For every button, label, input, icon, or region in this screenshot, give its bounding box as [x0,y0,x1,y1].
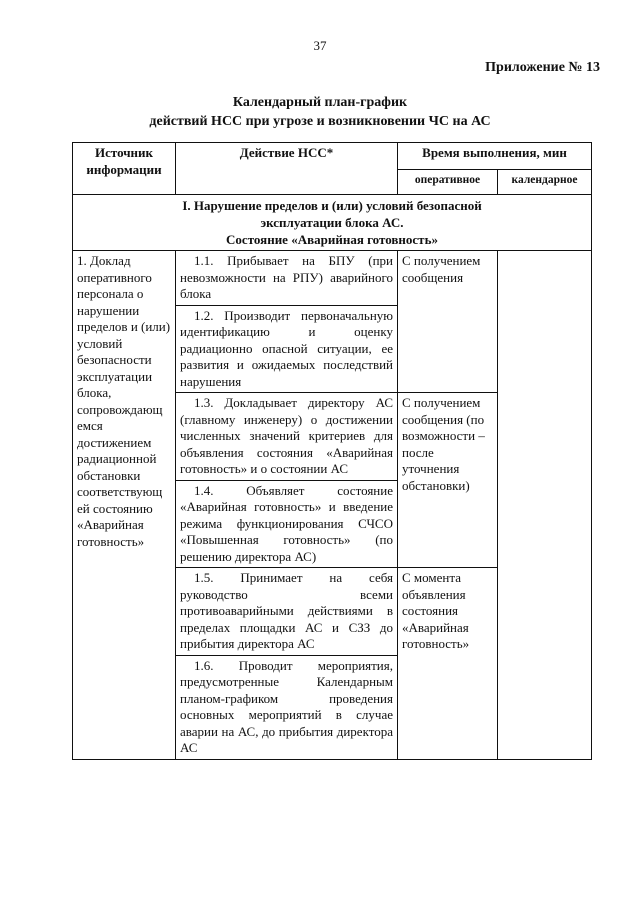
action-1-1 [176,251,398,306]
source-cell: 1. Доклад оперативного персонала о нарушении пределов и (или) условий безопасности эксплуатации блока, сопровождающ емся достижением радиационной обстановки соответствующ ей состоянию «Аварийная готовность» [73,251,176,760]
action-1-3 [176,393,398,481]
document-title [0,93,640,131]
schedule-table [72,142,592,760]
action-text: 1.1. Прибывает на БПУ (при невозможности на РПУ) аварийного блока [180,253,393,301]
appendix-label: Приложение № 13 [485,60,600,75]
section-line-3: Состояние «Аварийная готовность» [226,232,438,247]
operative-cell-3: С момента объявления состояния «Аварийная готовность» [398,568,498,760]
header-action: Действие НСС* [176,143,398,195]
section-heading [73,195,592,251]
operative-cell-1: С получением сообщения [398,251,498,393]
action-text: 1.4. Объявляет состояние «Аварийная готовность» и введение режима функционирования СЧСО «Повышенная готовность» (по решению директора АС) [180,482,393,564]
action-text: 1.6. Проводит мероприятия, предусмотренные Календарным планом-графиком проведения основных мероприятий в случае аварии на АС, до прибытия директора АС [180,657,393,755]
action-text: 1.5. Принимает на себя руководство всеми противоаварийными действиями в пределах площадки АС и СЗЗ до прибытия директора АС [180,570,393,651]
action-1-4 [176,480,398,568]
section-line-1: I. Нарушение пределов и (или) условий безопасной [182,198,482,213]
header-time: Время выполнения, мин [398,143,592,170]
header-source: Источник информации [73,143,176,195]
action-text: 1.2. Производит первоначальную идентификацию и оценку радиационно опасной ситуации, ее развития и ожидаемых последствий нарушения [180,307,393,389]
page-number: 37 [313,38,327,53]
action-1-6 [176,655,398,759]
section-line-2: эксплуатации блока АС. [260,215,404,230]
action-text: 1.3. Докладывает директору АС (главному инженеру) о достижении численных значений критериев для объявления состояния «Аварийная готовность» и о состоянии АС [180,395,393,476]
action-1-2 [176,305,398,393]
calendar-cell [498,251,592,760]
header-calendar: календарное [498,170,592,195]
header-operative: оперативное [398,170,498,195]
title-line-2: действий НСС при угрозе и возникновении ЧС на АС [149,114,491,129]
operative-cell-2: С получением сообщения (по возможности – после уточнения обстановки) [398,393,498,568]
action-1-5 [176,568,398,656]
title-line-1: Календарный план-график [232,95,408,110]
